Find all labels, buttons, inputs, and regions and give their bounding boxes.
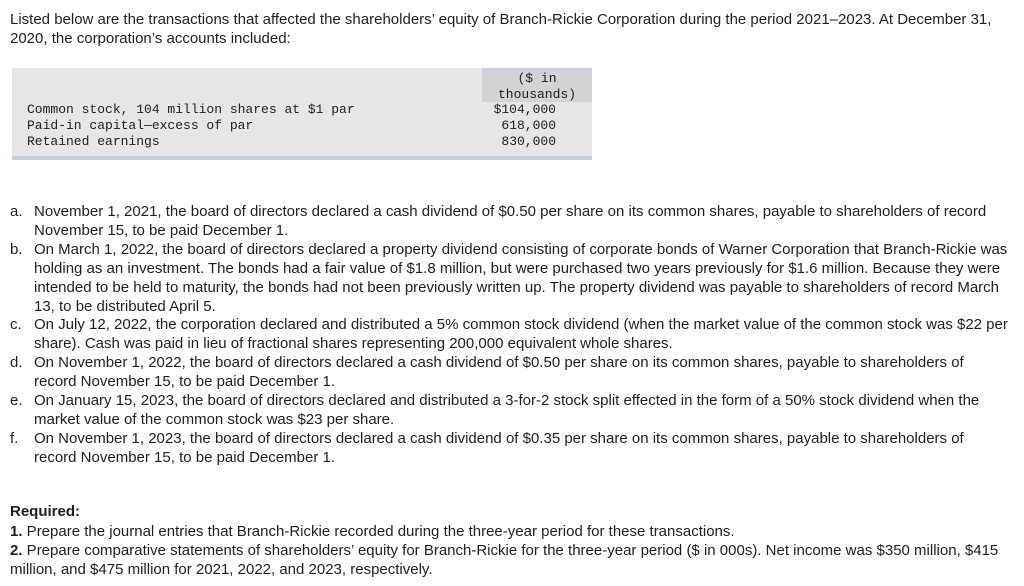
item-text: On January 15, 2023, the board of directors declared and distributed a 3-for-2 stock split effected in the form of a 50% stock dividend when the market value of the common stock was $23 per share.: [34, 392, 980, 428]
item-marker: f.: [10, 429, 19, 447]
required-item-number: 1.: [10, 523, 23, 540]
item-marker: c.: [10, 316, 22, 334]
required-heading: Required:: [10, 503, 81, 520]
item-marker: e.: [10, 392, 23, 410]
item-text: November 1, 2021, the board of directors declared a cash dividend of $0.50 per share on its common shares, payable to shareholders of record November 15, to be paid December 1.: [34, 203, 987, 239]
transaction-item-b: [10, 241, 1010, 317]
transaction-item-d: [10, 354, 1010, 392]
row-label-paid-in-capital: Paid-in capital—excess of par: [27, 118, 254, 133]
row-value-retained-earnings: 830,000: [501, 134, 556, 149]
transaction-item-c: [10, 316, 1010, 354]
transaction-list: [10, 203, 1010, 468]
required-item-text: Prepare comparative statements of shareholders’ equity for Branch-Rickie for the three-year period ($ in 000s). Net income was $350 million, $415 million, and $475 million for 2021, 2022, and 2023, respectively.: [10, 542, 999, 578]
transaction-item-e: [10, 392, 1010, 430]
item-marker: b.: [10, 240, 23, 258]
required-item-2: [10, 541, 1010, 579]
intro-paragraph: Listed below are the transactions that affected the shareholders’ equity of Branch-Rickie Corporation during the period 2021–2023. At December 31, 2020, the corporation’s accounts included:: [10, 11, 992, 47]
item-text: On July 12, 2022, the corporation declared and distributed a 5% common stock dividend (when the market value of the common stock was $22 per share). Cash was paid in lieu of fractional shares representing 200,000 equivalent whole shares.: [34, 316, 1008, 353]
item-marker: d.: [10, 354, 23, 372]
item-text: On November 1, 2022, the board of directors declared a cash dividend of $0.50 per share on its common shares, payable to shareholders of record November 15, to be paid December 1.: [34, 354, 964, 391]
transaction-item-a: [10, 203, 1010, 241]
required-item-1: [10, 522, 1010, 541]
transaction-item-f: [10, 430, 1010, 468]
column-header-line1: ($ in: [517, 71, 557, 86]
row-label-retained-earnings: Retained earnings: [27, 134, 160, 149]
item-marker: a.: [10, 203, 23, 220]
row-label-common-stock: Common stock, 104 million shares at $1 par: [27, 102, 355, 117]
account-balances-table: [12, 68, 592, 160]
item-text: On November 1, 2023, the board of directors declared a cash dividend of $0.35 per share on its common shares, payable to shareholders of record November 15, to be paid December 1.: [34, 429, 964, 466]
item-text: On March 1, 2022, the board of directors declared a property dividend consisting of corporate bonds of Warner Corporation that Branch-Rickie was holding as an investment. The bonds had a fair value of $1.8 million, but were purchased two years previously for $1.6 million. Because they were intended to be held to maturity, the bonds had not been previously written up. The property dividend was payable to shareholders of record March 13, to be distributed April 5.: [34, 240, 1008, 315]
required-item-number: 2.: [10, 542, 23, 559]
column-header-line2: thousands): [497, 87, 576, 102]
row-value-paid-in-capital: 618,000: [501, 118, 556, 133]
row-value-common-stock: $104,000: [493, 102, 556, 117]
required-item-text: Prepare the journal entries that Branch-Rickie recorded during the three-year period for these transactions.: [22, 523, 735, 540]
